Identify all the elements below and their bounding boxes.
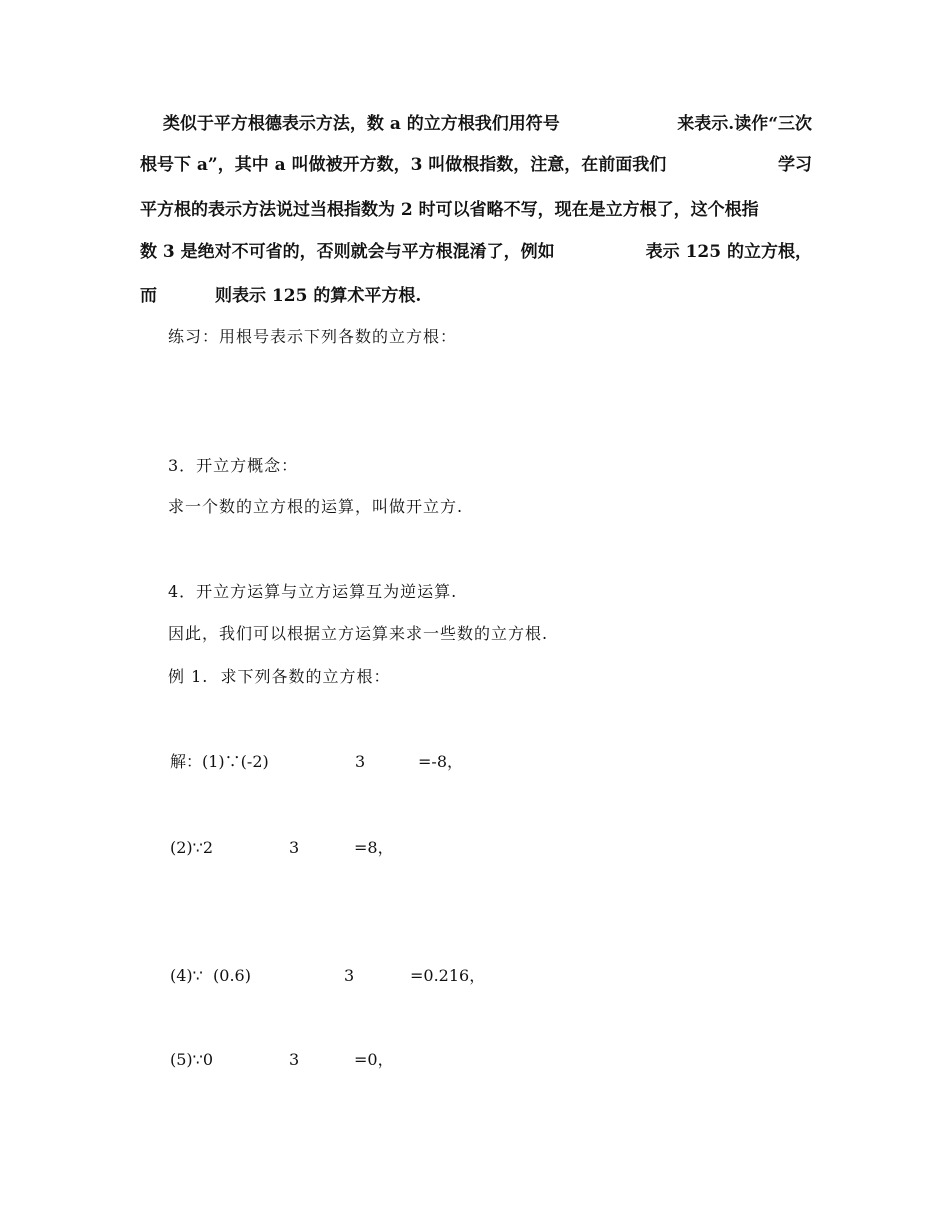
solution-4-result: =0.216， [410,966,486,985]
intro-line-1-part-b: 来表示.读作“三次 [677,114,812,134]
solution-5-result: =0， [354,1050,394,1069]
example-1-prompt: 例 1. 求下列各数的立方根： [168,667,391,686]
intro-line-4 [140,240,812,264]
intro-line-5 [140,284,421,308]
practice-prompt: 练习：用根号表示下列各数的立方根： [168,327,458,346]
intro-line-5-part-b: 则表示 125 的算术平方根. [215,286,422,306]
solution-4-prefix: (4)∵ (0.6) [170,966,251,985]
solution-2-result: =8， [354,838,394,857]
section-4-title: 4．开立方运算与立方运算互为逆运算. [168,582,458,601]
intro-line-5-part-a: 而 [140,286,157,306]
solution-2-prefix: (2)∵2 [170,838,214,857]
solution-1-result: =-8， [418,752,463,771]
section-3-text: 求一个数的立方根的运算，叫做开立方. [168,497,464,516]
solution-1-prefix: 解：(1)∵(-2) [170,752,269,771]
intro-line-1-part-a: 类似于平方根德表示方法，数 a 的立方根我们用符号 [140,114,560,134]
intro-line-4-part-b: 表示 125 的立方根， [645,242,812,262]
intro-line-2 [140,153,812,177]
intro-line-2-part-a: 根号下 a”，其中 a 叫做被开方数，3 叫做根指数，注意，在前面我们 [140,155,667,175]
solution-1-exponent: 3 [355,752,366,771]
section-3-title: 3．开立方概念： [168,456,299,475]
solution-2-exponent: 3 [289,838,300,857]
solution-4-exponent: 3 [344,966,355,985]
intro-line-3-text: 平方根的表示方法说过当根指数为 2 时可以省略不写，现在是立方根了，这个根指 [140,200,759,220]
intro-line-4-part-a: 数 3 是绝对不可省的，否则就会与平方根混淆了，例如 [140,242,555,262]
intro-line-3 [140,198,812,222]
solution-5-exponent: 3 [289,1050,300,1069]
intro-line-2-part-b: 学习 [778,155,812,175]
solution-5-prefix: (5)∵0 [170,1050,214,1069]
section-4-text: 因此，我们可以根据立方运算来求一些数的立方根. [168,624,549,643]
intro-line-1 [140,112,812,136]
